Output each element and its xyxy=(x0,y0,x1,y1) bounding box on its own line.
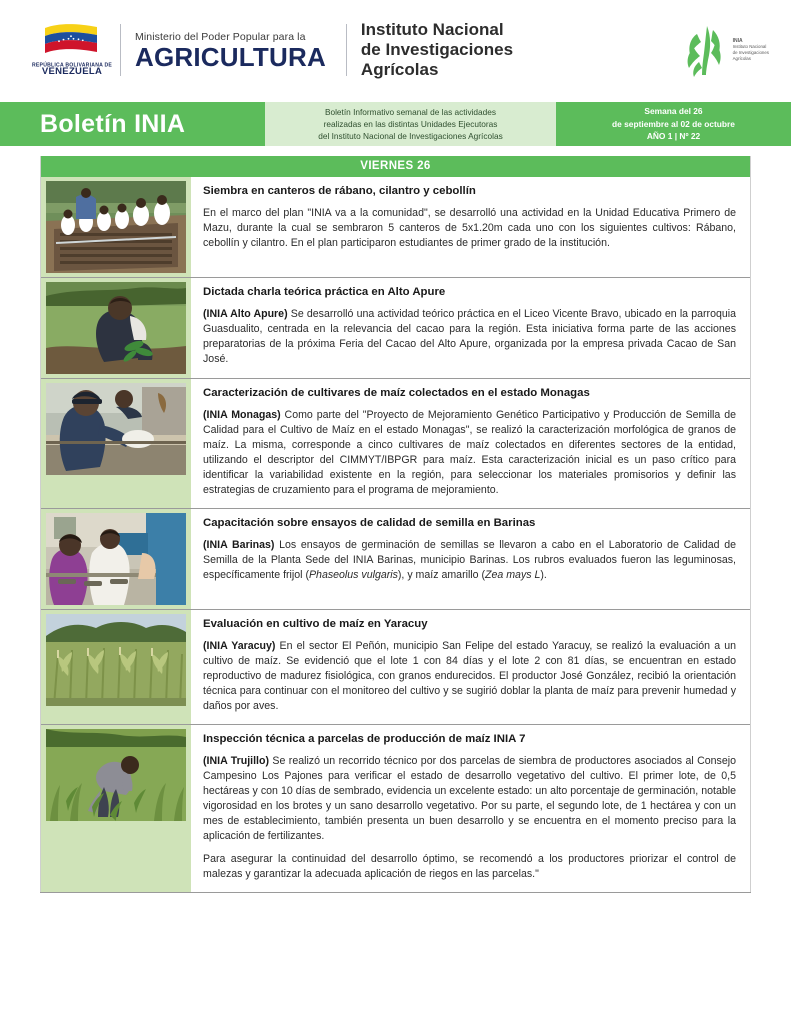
article-item xyxy=(41,609,750,724)
inia-logo-line4: Agrícolas xyxy=(732,56,751,62)
bulletin-subtitle-line3: del Instituto Nacional de Investigaciones Agrícolas xyxy=(318,131,503,141)
inia-logo-line3: de Investigaciones xyxy=(732,50,769,56)
masthead-divider-2 xyxy=(346,24,347,76)
inia-logo-caption xyxy=(733,38,769,63)
article-body-text: En el sector El Peñón, municipio San Felipe del estado Yaracuy, se realizó la evaluación a un cultivo de maíz. Se evidenció que el lote 1 con 84 días y el lote 2 con 81 días, se encuentran en estado reproductivo de madurez fisiológica, con granos endurecidos. El productor José González, recibió la orientación técnica para continuar con el monitoreo del cultivo y se sugirió doblar la planta de maíz para prevenir humedad y daños por aves. xyxy=(203,639,736,712)
content-bottom-rule xyxy=(40,892,751,893)
article-photo xyxy=(46,181,186,273)
article-lead: (INIA Trujillo) xyxy=(203,754,269,767)
article-paragraph xyxy=(203,639,736,714)
article-photo xyxy=(46,282,186,374)
article-lead: (INIA Alto Apure) xyxy=(203,307,288,320)
article-thumbnail-cell xyxy=(41,379,191,508)
article-photo xyxy=(46,383,186,475)
article-title: Dictada charla teórica práctica en Alto Apure xyxy=(203,286,446,298)
bulletin-week-line2: de septiembre al 02 de octubre xyxy=(612,118,735,129)
article-paragraph xyxy=(203,206,736,251)
article-paragraph xyxy=(203,307,736,367)
photo-student-planting-seedling-icon xyxy=(46,282,186,374)
bulletin-issue: AÑO 1 | Nº 22 xyxy=(646,131,701,142)
inia-logo-line2: Instituto Nacional xyxy=(732,44,767,50)
institute-name-line1: Instituto Nacional xyxy=(360,19,504,39)
venezuela-flag-icon xyxy=(42,22,102,62)
bulletin-subtitle-line1: Boletín Informativo semanal de las actividades xyxy=(324,106,497,117)
venezuela-flag-logo xyxy=(31,22,113,78)
article-photo xyxy=(46,513,186,605)
masthead-divider-1 xyxy=(120,24,121,76)
institute-name-line3: Agrícolas xyxy=(360,60,439,80)
article-photo xyxy=(46,729,186,821)
ministry-block xyxy=(135,31,330,70)
article-body-text-3: ). xyxy=(540,568,547,581)
article-body-text-2: ), y maíz amarillo ( xyxy=(397,568,486,581)
flag-caption-venezuela: VENEZUELA xyxy=(41,66,103,78)
article-title: Siembra en canteros de rábano, cilantro y cebollín xyxy=(203,185,476,197)
article-text-cell xyxy=(191,177,750,277)
photo-seed-quality-lab-icon xyxy=(46,513,186,605)
photo-maize-grain-characterization-lab-icon xyxy=(46,383,186,475)
article-text-cell xyxy=(191,379,750,508)
article-thumbnail-cell xyxy=(41,278,191,378)
article-lead: (INIA Yaracuy) xyxy=(203,639,276,652)
article-paragraph xyxy=(203,408,736,498)
inia-logo xyxy=(677,22,769,78)
article-text-cell xyxy=(191,278,750,378)
article-text-cell xyxy=(191,509,750,609)
article-body-text: Se desarrolló una actividad teórico práctica en el Liceo Vicente Bravo, ubicado en la parroquia Guasdualito, centrada en la relevancia del cacao para la región. Esta iniciativa forma parte de las acciones preparatorias de la próxima Feria del Cacao del Alto Apure, organizada por la empresa privada Cacao de San José. xyxy=(203,307,737,365)
article-title: Evaluación en cultivo de maíz en Yaracuy xyxy=(203,618,428,631)
article-paragraph xyxy=(203,754,736,844)
photo-schoolchildren-planting-icon xyxy=(46,181,186,273)
ministry-prefix: Ministerio del Poder Popular para la xyxy=(135,30,306,43)
article-item xyxy=(41,508,750,609)
article-text-cell xyxy=(191,610,750,724)
article-paragraph xyxy=(203,538,736,583)
day-header: VIERNES 26 xyxy=(41,156,750,177)
article-title: Caracterización de cultivares de maíz colectados en el estado Monagas xyxy=(203,387,590,399)
article-body-text: Los ensayos de germinación de semillas se llevaron a cabo en el Laboratorio de Calidad de Semilla de la Planta Sede del INIA Barinas, municipio Barinas. Los rubros evaluados fueron las leguminosas, específicamente frijol ( xyxy=(203,538,737,581)
article-item xyxy=(41,177,750,277)
article-body-text: En el marco del plan "INIA va a la comunidad", se desarrolló una actividad en la Unidad Educativa Primero de Mazu, durante la cual se sembraron 5 canteros de 5x1.20m cada uno con los siguientes cultivos: Rábano, cebollín y cilantro. En el plan participaron estudiantes de primer grado de la institución. xyxy=(203,206,736,249)
bulletin-subtitle-block xyxy=(265,102,556,146)
article-thumbnail-cell xyxy=(41,610,191,724)
bulletin-title: Boletín INIA xyxy=(40,109,186,138)
article-body-text: Como parte del "Proyecto de Mejoramiento Genético Participativo y Producción de Semilla de Calidad para el Cultivo de Maíz en el estado Monagas", se realizó la caracterización morfológica de granos de maíz. La misma, corresponde a cinco cultivares de maíz colectados en diferentes sectores de la entidad, utilizando el descriptor del CIMMYT/IBPGR para maíz. Esta caracterización inicial es un paso crítico para identificar la variabilidad existente en la región, para seleccionar los materiales promisorios y definir las estrategias de cruzamiento para el programa de mejoramiento. xyxy=(203,408,736,496)
article-thumbnail-cell xyxy=(41,177,191,277)
article-item xyxy=(41,277,750,378)
article-lead: (INIA Barinas) xyxy=(203,538,275,551)
article-title: Inspección técnica a parcelas de producción de maíz INIA 7 xyxy=(203,733,526,745)
article-item xyxy=(41,724,750,892)
article-item xyxy=(41,378,750,508)
bulletin-content xyxy=(40,156,751,892)
bulletin-subtitle-line2: realizadas en las distintas Unidades Ejecutoras xyxy=(323,118,498,129)
article-text-cell xyxy=(191,725,750,892)
bulletin-title-block xyxy=(0,102,265,146)
article-species-name-2: Zea mays L xyxy=(485,568,541,581)
article-lead: (INIA Monagas) xyxy=(203,408,281,421)
photo-farmer-inspecting-maize-plot-icon xyxy=(46,729,186,821)
article-body-text: Se realizó un recorrido técnico por dos parcelas de siembra de productores asociados al Consejo Campesino Los Pajones para verificar el estado de desarrollo vegetativo del cultivo. El primer lote, de 0,5 hectáreas y con 10 días de sembrado, evidencia un excelente estado: un alto porcentaje de germinación, notable vigorosidad en los brotes y un sano desarrollo vegetativo. Por su parte, el segundo lote, de 1 hectárea y con un mes de establecimiento, también presenta un buen desarrollo y se encuentra en el momento preciso para la aplicación de fertilizantes. xyxy=(203,754,736,842)
institute-name xyxy=(361,20,513,80)
inia-logo-acronym: INIA xyxy=(732,37,743,44)
article-body-text: Para asegurar la continuidad del desarrollo óptimo, se recomendó a los productores priorizar el control de malezas y garantizar la adecuada aplicación de riegos en las parcelas." xyxy=(203,853,736,881)
masthead xyxy=(0,0,791,100)
bulletin-banner xyxy=(0,102,791,146)
article-paragraph xyxy=(203,852,736,882)
inia-wheat-leaf-icon xyxy=(677,22,729,78)
article-thumbnail-cell xyxy=(41,725,191,892)
bulletin-date-block xyxy=(556,102,791,146)
flag-caption-republic: REPÚBLICA BOLIVARIANA DE xyxy=(31,62,113,69)
article-photo xyxy=(46,614,186,706)
institute-name-line2: de Investigaciones xyxy=(360,39,514,59)
bulletin-week-line1: Semana del 26 xyxy=(644,106,703,117)
ministry-name: AGRICULTURA xyxy=(135,41,326,72)
article-thumbnail-cell xyxy=(41,509,191,609)
photo-mature-maize-field-icon xyxy=(46,614,186,706)
article-title: Capacitación sobre ensayos de calidad de semilla en Barinas xyxy=(203,517,536,530)
article-species-name: Phaseolus vulgaris xyxy=(308,568,398,581)
